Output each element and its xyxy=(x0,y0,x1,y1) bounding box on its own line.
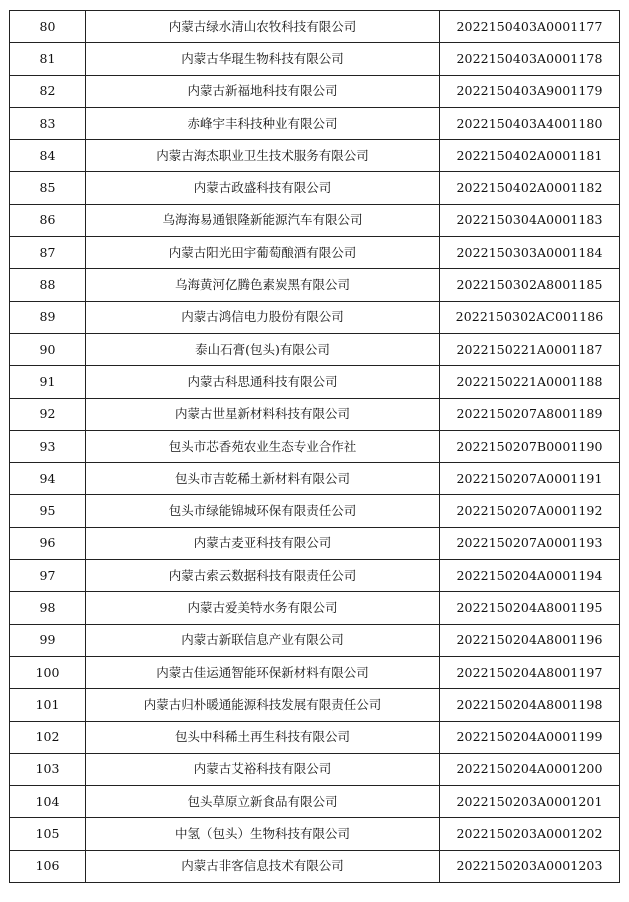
row-number: 94 xyxy=(10,463,86,495)
company-name: 内蒙古归朴暖通能源科技发展有限责任公司 xyxy=(86,689,440,721)
row-number: 93 xyxy=(10,430,86,462)
registration-code: 2022150402A0001182 xyxy=(440,172,620,204)
registration-code: 2022150221A0001187 xyxy=(440,333,620,365)
row-number: 105 xyxy=(10,818,86,850)
company-name: 内蒙古艾裕科技有限公司 xyxy=(86,753,440,785)
company-name: 包头草原立新食品有限公司 xyxy=(86,786,440,818)
company-name: 赤峰宇丰科技种业有限公司 xyxy=(86,107,440,139)
row-number: 90 xyxy=(10,333,86,365)
registration-code: 2022150204A0001194 xyxy=(440,560,620,592)
company-name: 内蒙古鸿信电力股份有限公司 xyxy=(86,301,440,333)
company-name: 内蒙古索云数据科技有限责任公司 xyxy=(86,560,440,592)
table-row xyxy=(10,753,620,785)
row-number: 80 xyxy=(10,11,86,43)
table-row xyxy=(10,333,620,365)
registration-code: 2022150207A0001192 xyxy=(440,495,620,527)
row-number: 100 xyxy=(10,656,86,688)
company-name: 内蒙古佳运通智能环保新材料有限公司 xyxy=(86,656,440,688)
company-name: 泰山石膏(包头)有限公司 xyxy=(86,333,440,365)
company-name: 包头中科稀土再生科技有限公司 xyxy=(86,721,440,753)
registration-code: 2022150207A0001193 xyxy=(440,527,620,559)
row-number: 89 xyxy=(10,301,86,333)
row-number: 82 xyxy=(10,75,86,107)
table-row xyxy=(10,818,620,850)
registration-code: 2022150203A0001202 xyxy=(440,818,620,850)
table-row xyxy=(10,107,620,139)
table-row xyxy=(10,592,620,624)
registration-code: 2022150221A0001188 xyxy=(440,366,620,398)
company-name: 内蒙古新福地科技有限公司 xyxy=(86,75,440,107)
row-number: 95 xyxy=(10,495,86,527)
company-name: 内蒙古海杰职业卫生技术服务有限公司 xyxy=(86,140,440,172)
row-number: 88 xyxy=(10,269,86,301)
row-number: 106 xyxy=(10,850,86,882)
registration-code: 2022150204A0001200 xyxy=(440,753,620,785)
row-number: 86 xyxy=(10,204,86,236)
registration-code: 2022150207A0001191 xyxy=(440,463,620,495)
company-name: 内蒙古阳光田宇葡萄酿酒有限公司 xyxy=(86,237,440,269)
company-name: 内蒙古政盛科技有限公司 xyxy=(86,172,440,204)
registration-code: 2022150204A8001197 xyxy=(440,656,620,688)
company-name: 内蒙古爱美特水务有限公司 xyxy=(86,592,440,624)
company-registry-table xyxy=(9,10,620,883)
registration-code: 2022150403A4001180 xyxy=(440,107,620,139)
table-row xyxy=(10,560,620,592)
registration-code: 2022150203A0001203 xyxy=(440,850,620,882)
company-name: 包头市芯香苑农业生态专业合作社 xyxy=(86,430,440,462)
company-name: 内蒙古绿水清山农牧科技有限公司 xyxy=(86,11,440,43)
company-name: 中氢（包头）生物科技有限公司 xyxy=(86,818,440,850)
row-number: 91 xyxy=(10,366,86,398)
table-row xyxy=(10,237,620,269)
table-row xyxy=(10,366,620,398)
company-name: 内蒙古麦亚科技有限公司 xyxy=(86,527,440,559)
table-row xyxy=(10,656,620,688)
row-number: 103 xyxy=(10,753,86,785)
company-name: 乌海海易通银隆新能源汽车有限公司 xyxy=(86,204,440,236)
row-number: 84 xyxy=(10,140,86,172)
registration-code: 2022150204A8001198 xyxy=(440,689,620,721)
table-row xyxy=(10,463,620,495)
table-row xyxy=(10,624,620,656)
row-number: 102 xyxy=(10,721,86,753)
company-name: 内蒙古科思通科技有限公司 xyxy=(86,366,440,398)
table-row xyxy=(10,398,620,430)
company-name: 包头市吉乾稀土新材料有限公司 xyxy=(86,463,440,495)
row-number: 97 xyxy=(10,560,86,592)
registration-code: 2022150403A0001178 xyxy=(440,43,620,75)
table-row xyxy=(10,527,620,559)
registration-code: 2022150403A0001177 xyxy=(440,11,620,43)
registration-code: 2022150403A9001179 xyxy=(440,75,620,107)
row-number: 83 xyxy=(10,107,86,139)
table-body xyxy=(10,11,620,883)
table-row xyxy=(10,43,620,75)
table-row xyxy=(10,75,620,107)
company-name: 内蒙古非客信息技术有限公司 xyxy=(86,850,440,882)
table-row xyxy=(10,269,620,301)
row-number: 96 xyxy=(10,527,86,559)
table-row xyxy=(10,204,620,236)
registration-code: 2022150207A8001189 xyxy=(440,398,620,430)
registration-code: 2022150204A8001195 xyxy=(440,592,620,624)
registration-code: 2022150203A0001201 xyxy=(440,786,620,818)
row-number: 85 xyxy=(10,172,86,204)
registration-code: 2022150303A0001184 xyxy=(440,237,620,269)
table-row xyxy=(10,430,620,462)
registration-code: 2022150204A8001196 xyxy=(440,624,620,656)
registration-code: 2022150304A0001183 xyxy=(440,204,620,236)
table-row xyxy=(10,140,620,172)
registration-code: 2022150302A8001185 xyxy=(440,269,620,301)
row-number: 81 xyxy=(10,43,86,75)
row-number: 92 xyxy=(10,398,86,430)
table-row xyxy=(10,786,620,818)
company-name: 乌海黄河亿腾色素炭黑有限公司 xyxy=(86,269,440,301)
row-number: 99 xyxy=(10,624,86,656)
company-name: 内蒙古华琨生物科技有限公司 xyxy=(86,43,440,75)
company-name: 内蒙古世星新材料科技有限公司 xyxy=(86,398,440,430)
registration-code: 2022150402A0001181 xyxy=(440,140,620,172)
table-row xyxy=(10,11,620,43)
table-row xyxy=(10,301,620,333)
registration-code: 2022150204A0001199 xyxy=(440,721,620,753)
table-row xyxy=(10,850,620,882)
table-row xyxy=(10,172,620,204)
company-name: 包头市绿能锦城环保有限责任公司 xyxy=(86,495,440,527)
table-row xyxy=(10,689,620,721)
table-row xyxy=(10,721,620,753)
table-row xyxy=(10,495,620,527)
row-number: 98 xyxy=(10,592,86,624)
row-number: 101 xyxy=(10,689,86,721)
registration-code: 2022150207B0001190 xyxy=(440,430,620,462)
registration-code: 2022150302AC001186 xyxy=(440,301,620,333)
row-number: 104 xyxy=(10,786,86,818)
company-name: 内蒙古新联信息产业有限公司 xyxy=(86,624,440,656)
row-number: 87 xyxy=(10,237,86,269)
